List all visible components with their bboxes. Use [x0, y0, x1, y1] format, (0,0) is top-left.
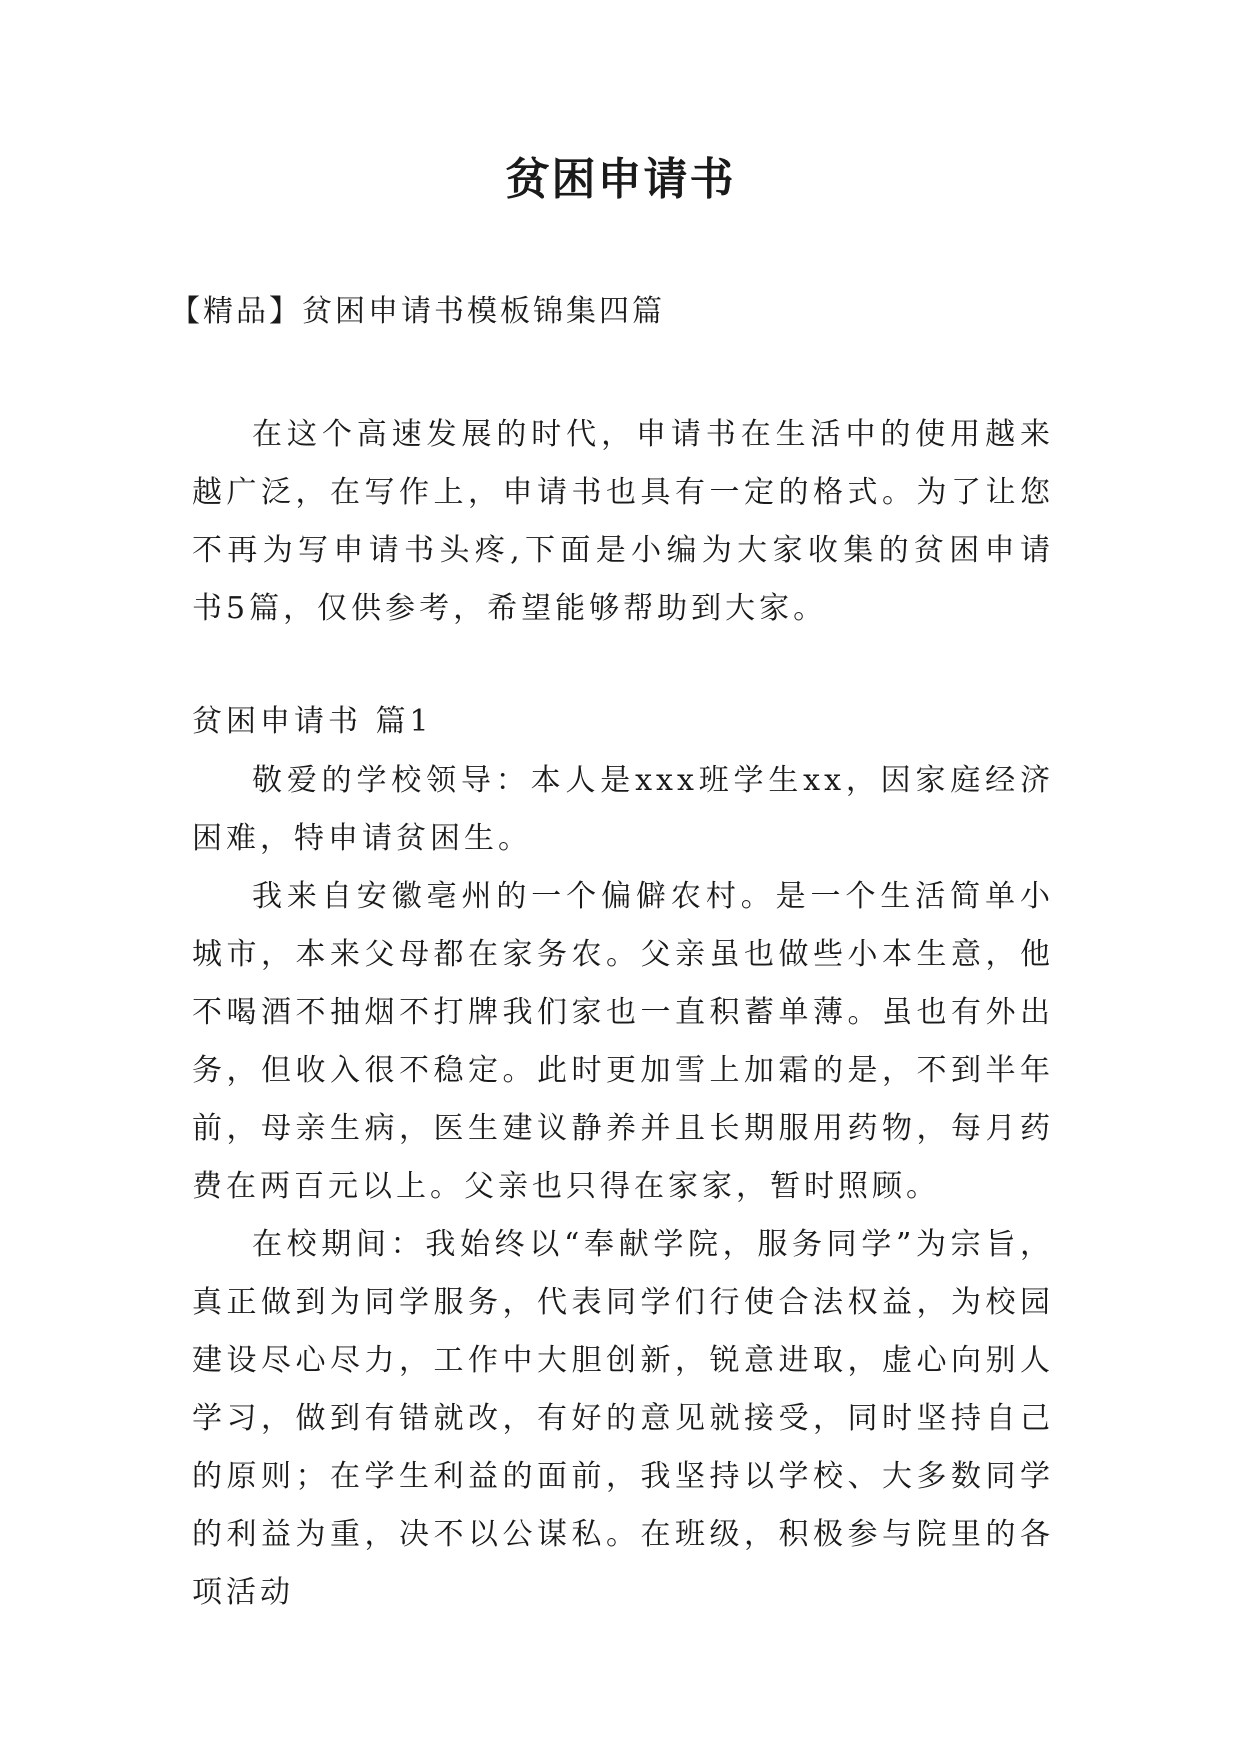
section-title: 贫困申请书 篇1: [192, 704, 433, 739]
document-title: 贫困申请书: [505, 154, 736, 205]
intro-block: [192, 406, 1054, 638]
section-body: [192, 752, 1054, 1622]
document-subtitle: 【精品】贫困申请书模板锦集四篇: [170, 294, 665, 329]
body-paragraph: 敬爱的学校领导：本人是xxx班学生xx，因家庭经济困难，特申请贫困生。: [192, 763, 1054, 856]
body-paragraph: 在校期间：我始终以“奉献学院，服务同学”为宗旨，真正做到为同学服务，代表同学们行使合法权益，为校园建设尽心尽力，工作中大胆创新，锐意进取，虚心向别人学习，做到有错就改，有好的意见就接受，同时坚持自己的原则；在学生利益的面前，我坚持以学校、大多数同学的利益为重，决不以公谋私。在班级，积极参与院里的各项活动: [192, 1227, 1054, 1610]
body-paragraph: 我来自安徽亳州的一个偏僻农村。是一个生活简单小城市，本来父母都在家务农。父亲虽也做些小本生意，他不喝酒不抽烟不打牌我们家也一直积蓄单薄。虽也有外出务，但收入很不稳定。此时更加雪上加霜的是，不到半年前，母亲生病，医生建议静养并且长期服用药物，每月药费在两百元以上。父亲也只得在家家，暂时照顾。: [192, 879, 1054, 1204]
intro-paragraph: 在这个高速发展的时代，申请书在生活中的使用越来越广泛，在写作上，申请书也具有一定的格式。为了让您不再为写申请书头疼,下面是小编为大家收集的贫困申请书5篇，仅供参考，希望能够帮助到大家。: [192, 417, 1054, 626]
